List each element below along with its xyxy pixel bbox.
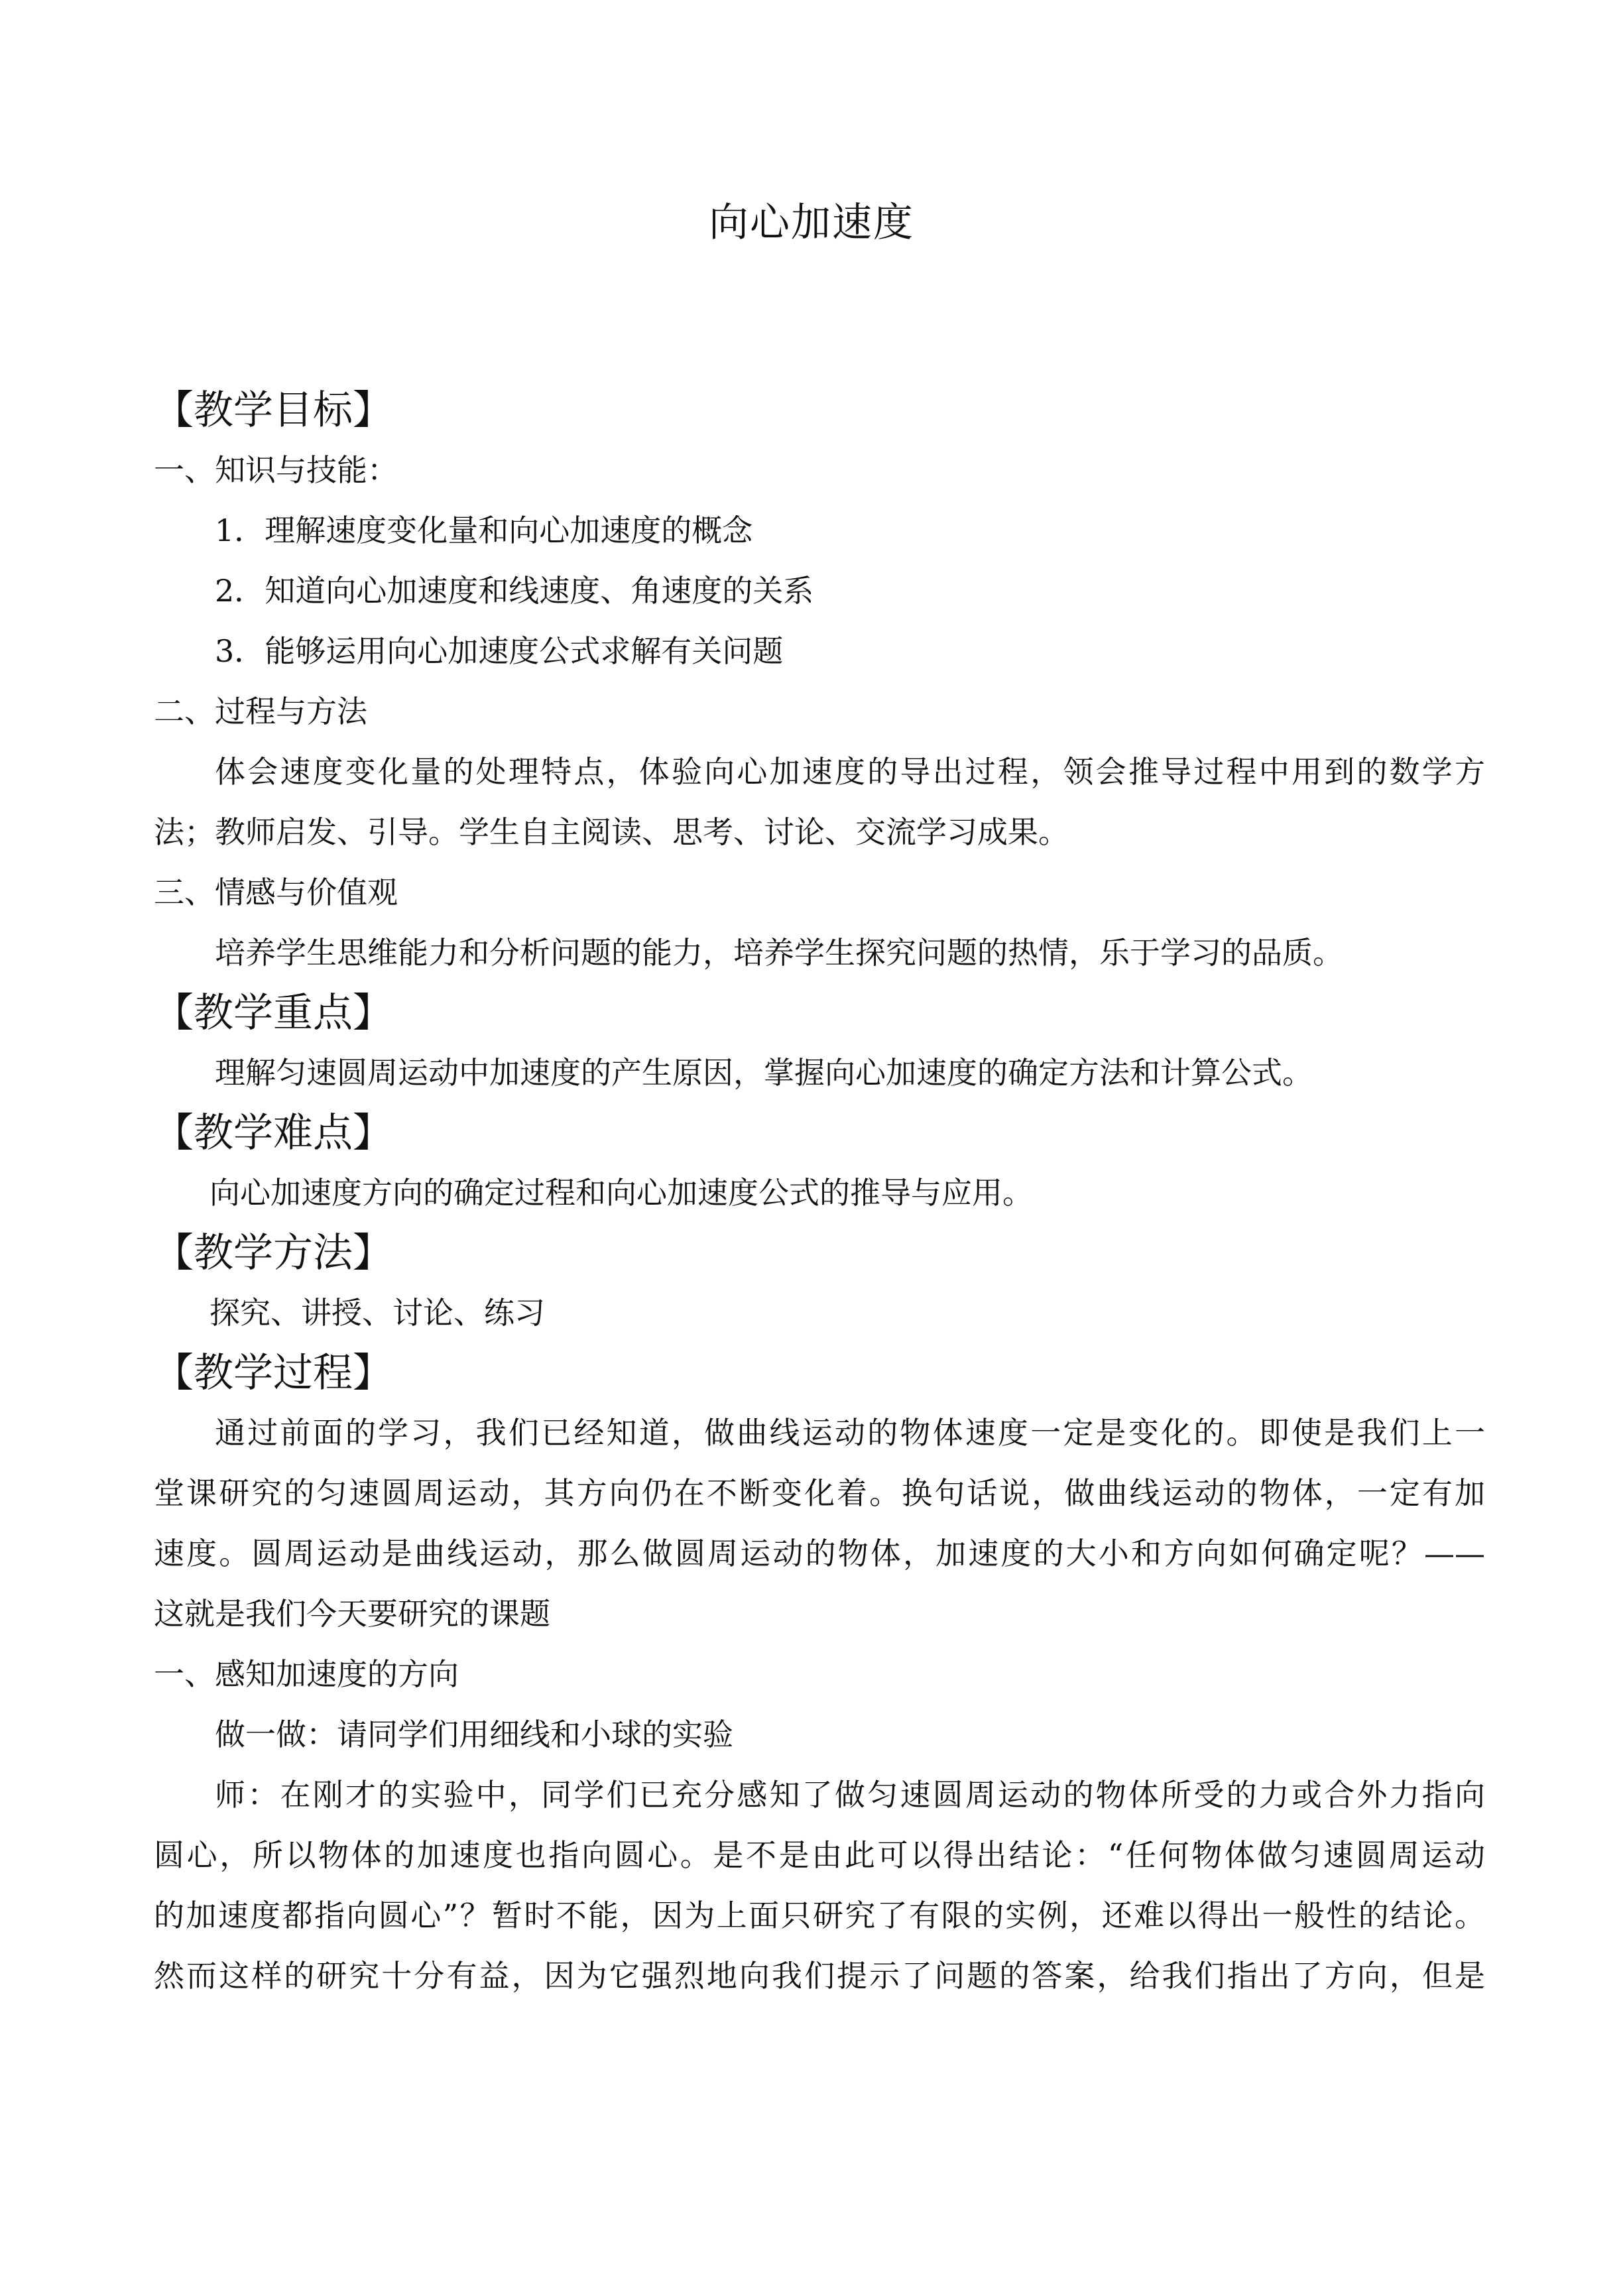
section-heading-teaching-goals: 【教学目标】 xyxy=(154,387,392,434)
paragraph-line: 培养学生思维能力和分析问题的能力，培养学生探究问题的热情，乐于学习的品质。 xyxy=(215,935,1343,971)
section-heading-teaching-process: 【教学过程】 xyxy=(154,1350,392,1396)
paragraph-line: 向心加速度方向的确定过程和向心加速度公式的推导与应用。 xyxy=(210,1175,1033,1211)
section-heading-key-points: 【教学重点】 xyxy=(154,990,392,1036)
list-item: 2．知道向心加速度和线速度、角速度的关系 xyxy=(215,573,814,609)
paragraph-line: 然而这样的研究十分有益，因为它强烈地向我们提示了问题的答案，给我们指出了方向，但是 xyxy=(154,1958,1485,1994)
paragraph-line: 师：在刚才的实验中，同学们已充分感知了做匀速圆周运动的物体所受的力或合外力指向 xyxy=(215,1777,1485,1813)
paragraph-line: 通过前面的学习，我们已经知道，做曲线运动的物体速度一定是变化的。即使是我们上一 xyxy=(215,1415,1485,1451)
subheading-knowledge: 一、知识与技能： xyxy=(154,452,398,488)
paragraph-line: 法；教师启发、引导。学生自主阅读、思考、讨论、交流学习成果。 xyxy=(154,814,1069,850)
paragraph-line: 探究、讲授、讨论、练习 xyxy=(210,1295,545,1331)
paragraph-line: 堂课研究的匀速圆周运动，其方向仍在不断变化着。换句话说，做曲线运动的物体，一定有加 xyxy=(154,1475,1485,1511)
paragraph-line: 做一做：请同学们用细线和小球的实验 xyxy=(215,1717,733,1752)
subheading-process-method: 二、过程与方法 xyxy=(154,694,367,729)
section-heading-difficulties: 【教学难点】 xyxy=(154,1110,392,1156)
section-heading-methods: 【教学方法】 xyxy=(154,1230,392,1276)
paragraph-line: 理解匀速圆周运动中加速度的产生原因，掌握向心加速度的确定方法和计算公式。 xyxy=(215,1055,1313,1091)
paragraph-line: 这就是我们今天要研究的课题 xyxy=(154,1596,550,1632)
page-title: 向心加速度 xyxy=(709,200,914,246)
subheading-part1: 一、感知加速度的方向 xyxy=(154,1656,459,1692)
paragraph-line: 的加速度都指向圆心”？暂时不能，因为上面只研究了有限的实例，还难以得出一般性的结论。 xyxy=(154,1898,1485,1933)
paragraph-line: 圆心，所以物体的加速度也指向圆心。是不是由此可以得出结论：“任何物体做匀速圆周运动 xyxy=(154,1837,1485,1873)
document-body xyxy=(154,381,1485,2006)
list-item: 1．理解速度变化量和向心加速度的概念 xyxy=(215,513,753,548)
subheading-emotion: 三、情感与价值观 xyxy=(154,875,398,910)
paragraph-line: 体会速度变化量的处理特点，体验向心加速度的导出过程，领会推导过程中用到的数学方 xyxy=(215,754,1485,790)
paragraph-line: 速度。圆周运动是曲线运动，那么做圆周运动的物体，加速度的大小和方向如何确定呢？—— xyxy=(154,1536,1485,1571)
list-item: 3．能够运用向心加速度公式求解有关问题 xyxy=(215,633,784,669)
